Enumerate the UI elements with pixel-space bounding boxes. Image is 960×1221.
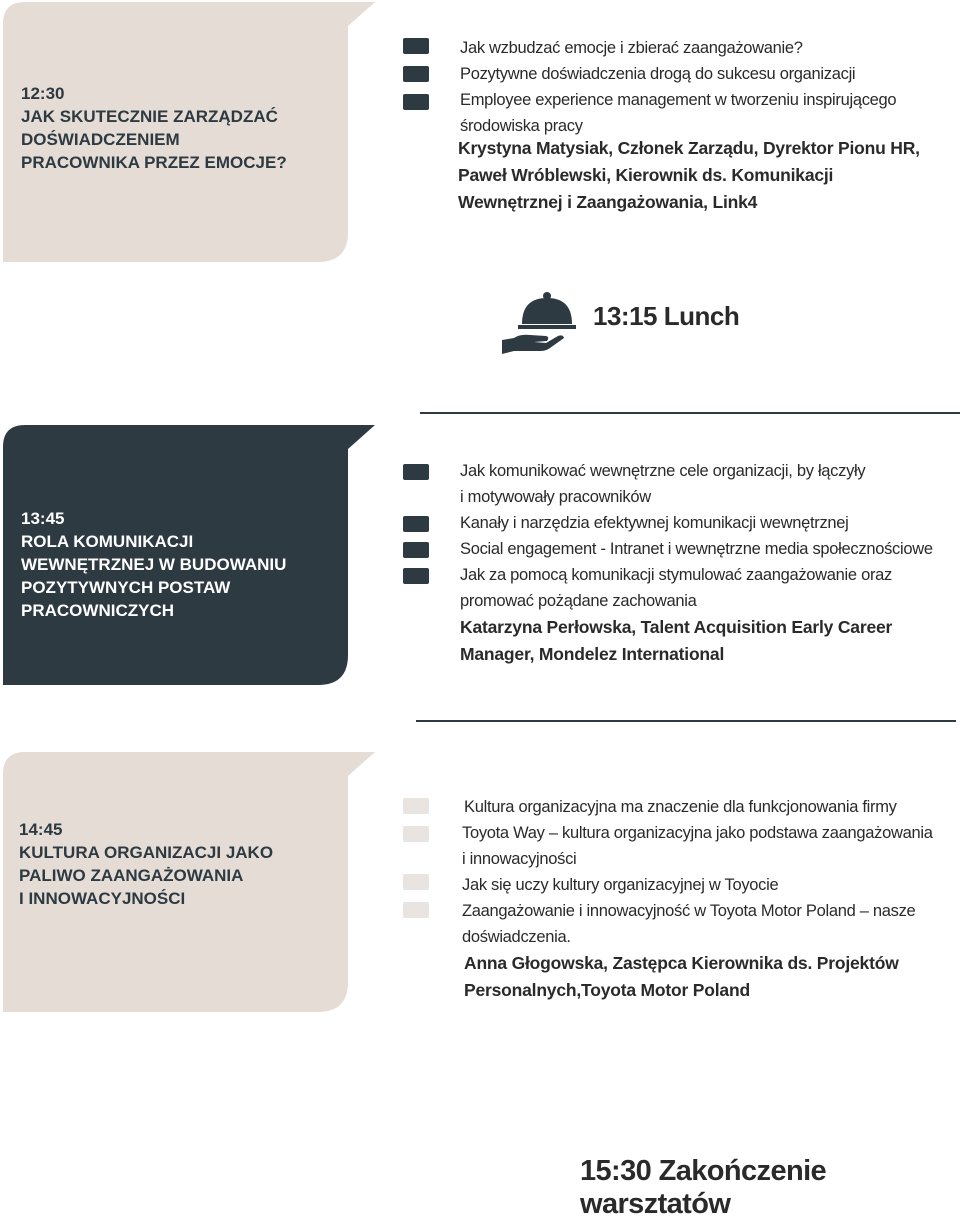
speaker-line: Katarzyna Perłowska, Talent Acquisition Early Career [460,617,893,637]
session-title-line: ROLA KOMUNIKACJI [21,532,194,551]
topic-item: środowiska pracy [460,117,583,135]
session-title-line: POZYTYWNYCH POSTAW [21,578,231,597]
topic-item: Zaangażowanie i innowacyjność w Toyota Motor Poland – nasze [462,902,916,920]
topic-item: Kultura organizacyjna ma znaczenie dla funkcjonowania firmy [464,798,897,816]
session-card-1230 [3,2,375,264]
topic-item: Kanały i narzędzia efektywnej komunikacji wewnętrznej [460,514,849,532]
topic-item: doświadczenia. [462,928,571,946]
speaker-line: Krystyna Matysiak, Członek Zarządu, Dyrektor Pionu HR, [458,138,920,158]
bullet-marker [403,516,429,532]
session-time: 13:45 [21,509,65,528]
speaker-line: Manager, Mondelez International [460,644,725,664]
speaker-line: Personalnych,Toyota Motor Poland [464,980,750,1000]
session-time: 14:45 [19,820,63,839]
topic-item: Jak za pomocą komunikacji stymulować zaangażowanie oraz [460,566,892,584]
bullet-marker [403,826,429,842]
bullet-marker [403,38,429,54]
session-speakers [460,614,952,668]
bullet-marker [403,464,429,480]
bullet-marker [403,542,429,558]
topic-item: Jak wzbudzać emocje i zbierać zaangażowanie? [460,39,803,57]
speaker-line: Paweł Wróblewski, Kierownik ds. Komunikacji [458,165,834,185]
topic-item: Jak komunikować wewnętrzne cele organizacji, by łączyły [460,462,866,480]
session-title-line: KULTURA ORGANIZACJI JAKO [19,843,274,862]
bullet-marker [403,66,429,82]
topic-item: Pozytywne doświadczenia drogą do sukcesu organizacji [460,65,856,83]
lunch-label: 13:15 Lunch [593,301,740,331]
divider [416,720,956,722]
topic-item: Employee experience management w tworzeniu inspirującego [460,91,897,109]
session-title-line: JAK SKUTECZNIE ZARZĄDZAĆ [21,107,278,126]
bullet-marker [403,798,429,814]
session-speakers [458,135,952,216]
topic-item: Social engagement - Intranet i wewnętrzne media społecznościowe [460,540,933,558]
bullet-marker [403,902,429,918]
topic-item: promować pożądane zachowania [460,592,697,610]
topic-item: i motywowały pracowników [460,488,651,506]
bullet-marker [403,94,429,110]
session-speakers [464,950,952,1004]
session-title-line: I INNOWACYJNOŚCI [19,889,186,908]
session-card-1345 [3,425,375,687]
speaker-line: Wewnętrznej i Zaangażowania, Link4 [458,192,758,212]
session-topics [460,458,952,614]
session-card-1445 [3,752,375,1014]
session-title-line: PRACOWNICZYCH [21,601,174,620]
session-topics [464,794,952,950]
divider [420,412,960,414]
topic-item: Jak się uczy kultury organizacyjnej w Toyocie [462,876,779,894]
session-title-line: PALIWO ZAANGAŻOWANIA [19,866,244,885]
session-time: 12:30 [21,84,65,103]
session-title-line: WEWNĘTRZNEJ W BUDOWANIU [21,555,287,574]
session-title-line: PRACOWNIKA PRZEZ EMOCJE? [21,153,287,172]
speaker-line: Anna Głogowska, Zastępca Kierownika ds. Projektów [464,953,899,973]
topic-item: i innowacyjności [462,850,577,868]
session-topics [460,35,952,139]
closing-label: 15:30 Zakończenie warsztatów [580,1155,827,1220]
lunch-break [500,288,760,358]
session-title-line: DOŚWIADCZENIEM [21,130,180,149]
cloche-serving-icon [500,288,580,358]
bullet-marker [403,568,429,584]
bullet-marker [403,874,429,890]
topic-item: Toyota Way – kultura organizacyjna jako podstawa zaangażowania [462,824,933,842]
